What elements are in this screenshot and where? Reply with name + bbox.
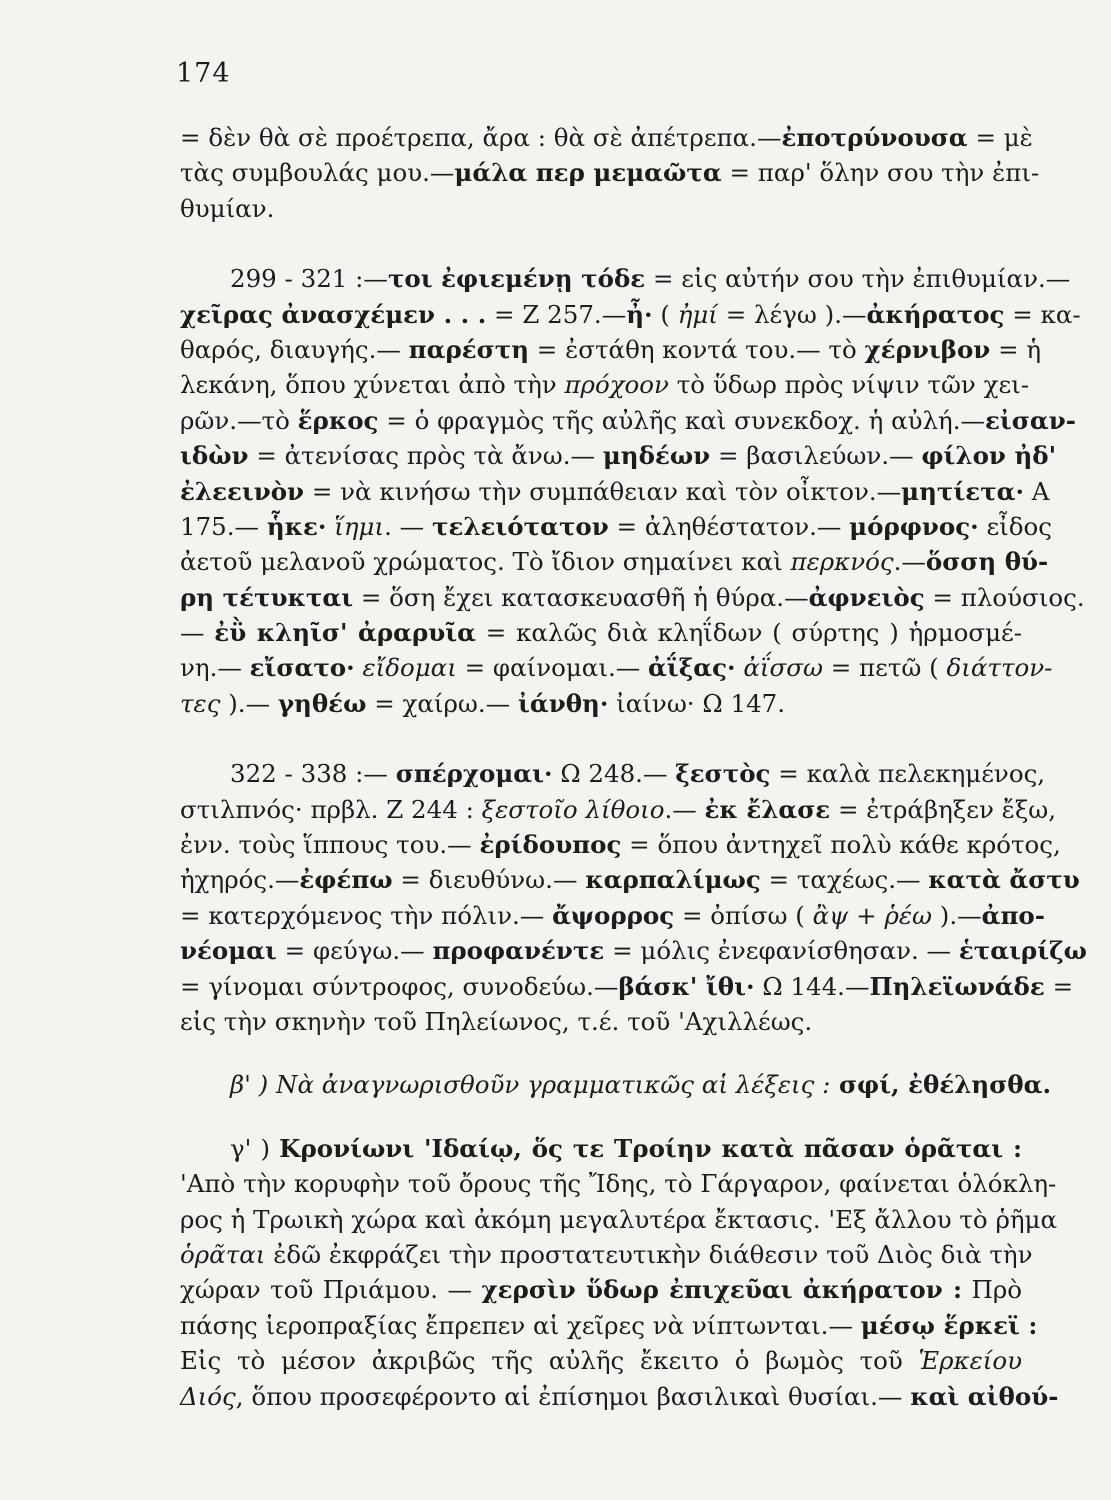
gloss-text: Εἰς τὸ μέσον ἀκριβῶς τῆς αὐλῆς ἔκειτο ὁ βωμὸς τοῦ bbox=[180, 1346, 919, 1376]
text-line bbox=[180, 686, 1022, 721]
gloss-text: = βασιλεύων.— bbox=[710, 441, 922, 471]
paragraph-gamma bbox=[180, 1131, 1059, 1414]
gloss-text: θυμίαν. bbox=[180, 193, 275, 223]
text-line bbox=[180, 1343, 1022, 1378]
gloss-text: 'Απὸ τὴν κορυφὴν τοῦ ὄρους τῆς Ἴδης, τὸ Γάργαρον, φαίνεται ὁλόκλη- bbox=[180, 1169, 1057, 1199]
text-line bbox=[180, 1067, 1052, 1102]
gloss-text: = δὲν θὰ σὲ προέτρεπα, ἄρα : θὰ σὲ ἀπέτρεπα.— bbox=[180, 123, 782, 152]
lemma-term: ἀφνειὸς bbox=[808, 582, 925, 612]
lemma-term: χερσὶν ὕδωρ ἐπιχεῦαι ἀκήρατον : bbox=[481, 1275, 963, 1305]
italic-term: Διός bbox=[180, 1381, 236, 1411]
gloss-text: = καλῶς διὰ κληΐδων ( σύρτης ) ἡρμοσμέ- bbox=[476, 618, 1022, 648]
gloss-text: λεκάνη, ὅπου χύνεται ἀπὸ τὴν bbox=[180, 370, 565, 400]
lemma-term: παρέστη bbox=[408, 334, 530, 364]
lemma-term: ἀΐξας· bbox=[648, 653, 736, 683]
text-line bbox=[180, 898, 1045, 933]
gloss-text: ἰαίνω· Ω 147. bbox=[608, 688, 786, 718]
gloss-text: = Ζ 257.— bbox=[486, 299, 627, 329]
gloss-text: = ὅπου ἀντηχεῖ πολὺ κάθε κρότος, bbox=[621, 830, 1061, 860]
gloss-text: . — bbox=[384, 511, 432, 541]
lemma-term: μηδέων bbox=[602, 441, 711, 471]
lemma-term: σφί, ἐθέλησθα. bbox=[830, 1070, 1052, 1100]
text-line bbox=[180, 544, 1049, 579]
gloss-text: ).— bbox=[220, 688, 278, 718]
paragraph-continuation bbox=[180, 120, 1040, 226]
italic-term: ἀΐσσω bbox=[743, 653, 823, 683]
gloss-text: — bbox=[180, 618, 215, 648]
text-line bbox=[180, 1308, 1038, 1343]
text-line bbox=[180, 120, 1033, 155]
gloss-text: = γίνομαι σύντροφος, συνοδεύω.— bbox=[180, 971, 619, 1001]
gloss-text: νη.— bbox=[180, 653, 250, 683]
text-line bbox=[180, 615, 1022, 650]
italic-term: ὁρᾶται bbox=[180, 1239, 266, 1269]
gloss-text: = μὲ bbox=[967, 123, 1033, 152]
gloss-text: θαρός, διαυγής.— bbox=[180, 334, 409, 364]
lemma-term: ἐποτρύνουσα bbox=[781, 123, 968, 152]
lemma-term: εἰσαν- bbox=[985, 405, 1076, 435]
lemma-term: φίλον ἠδ' bbox=[921, 441, 1057, 471]
gloss-text: Ω 248.— bbox=[552, 759, 676, 789]
italic-term: περκνός bbox=[790, 547, 894, 577]
gloss-text: = καλὰ πελεκημένος, bbox=[770, 759, 1046, 789]
gloss-text: ).— bbox=[931, 900, 982, 930]
text-line bbox=[180, 509, 1053, 544]
gloss-text: = κατερχόμενος τὴν πόλιν.— bbox=[180, 900, 553, 930]
text-line bbox=[180, 1379, 1059, 1414]
lemma-term: γηθέω bbox=[277, 688, 367, 718]
text-line bbox=[180, 155, 1040, 190]
text-line bbox=[180, 1272, 1022, 1307]
text-line bbox=[180, 756, 1046, 791]
text-line bbox=[180, 933, 1087, 968]
gloss-text: = ὀπίσω ( bbox=[674, 900, 813, 930]
italic-term: β' ) Νὰ ἀναγνωρισθοῦν γραμματικῶς αἱ λέξεις : bbox=[230, 1070, 831, 1100]
gloss-text: Α bbox=[1024, 476, 1050, 506]
lemma-term: ἄψορρος bbox=[552, 900, 675, 930]
gloss-text: = εἰς αὐτήν σου τὴν ἐπιθυμίαν.— bbox=[645, 264, 1071, 294]
gloss-text: πάσης ἱεροπραξίας ἔπρεπεν αἱ χεῖρες νὰ νίπτωνται.— bbox=[180, 1310, 861, 1340]
gloss-text: 322 - 338 :— bbox=[230, 759, 396, 789]
gloss-text: ρος ἡ Τρωικὴ χώρα καὶ ἀκόμη μεγαλυτέρα ἔκτασις. 'Εξ ἄλλου τὸ ῥῆμα bbox=[180, 1204, 1058, 1234]
text-line bbox=[180, 332, 1042, 367]
gloss-text: εἶδος bbox=[978, 511, 1053, 541]
lemma-term: μέσῳ ἕρκεϊ : bbox=[860, 1310, 1038, 1340]
gloss-text: Πρὸ bbox=[962, 1275, 1023, 1305]
paragraph-lines-299-321 bbox=[180, 261, 1085, 721]
lemma-term: κατὰ ἄστυ bbox=[928, 865, 1080, 895]
gloss-text: τὸ ὕδωρ πρὸς νίψιν τῶν χει- bbox=[668, 370, 1030, 400]
gloss-text: , ὅπου προσεφέροντο αἱ ἐπίσημοι βασιλικαὶ θυσίαι.— bbox=[235, 1381, 911, 1411]
lemma-term: ἕρκος bbox=[297, 405, 379, 435]
gloss-text: = κα- bbox=[1004, 299, 1081, 329]
gloss-text: ( bbox=[652, 299, 678, 329]
lemma-term: ἧκε· bbox=[266, 511, 327, 541]
lemma-term: χεῖρας ἀνασχέμεν . . . bbox=[180, 299, 487, 329]
lemma-term: προφανέντε bbox=[432, 936, 605, 966]
italic-term: ξεστοῖο λίθοιο bbox=[481, 794, 665, 824]
italic-term: εἴδομαι bbox=[362, 653, 457, 683]
text-line bbox=[180, 1004, 1022, 1039]
italic-term: ἠμί bbox=[677, 299, 718, 329]
gloss-text: = μόλις ἐνεφανίσθησαν. — bbox=[604, 936, 959, 966]
lemma-term: ἀπο- bbox=[981, 900, 1045, 930]
lemma-term: καὶ αἰθού- bbox=[910, 1381, 1059, 1411]
text-line bbox=[180, 969, 1074, 1004]
text-line bbox=[180, 474, 1050, 509]
gloss-text: = ἀτενίσας πρὸς τὰ ἄνω.— bbox=[248, 441, 603, 471]
gloss-text: 175.— bbox=[180, 511, 267, 541]
gloss-text: .— bbox=[893, 547, 926, 577]
gloss-text: τὰς συμβουλάς μου.— bbox=[180, 158, 455, 188]
lemma-term: μάλα περ μεμαῶτα bbox=[454, 158, 722, 188]
lemma-term: σπέρχομαι· bbox=[395, 759, 553, 789]
lemma-term: Κρονίωνι 'Ιδαίῳ, ὅς τε Τροίην κατὰ πᾶσαν ὁρᾶται : bbox=[279, 1133, 1022, 1163]
gloss-text: στιλπνός· πρβλ. Ζ 244 : bbox=[180, 794, 482, 824]
gloss-text: = νὰ κινήσω τὴν συμπάθειαν καὶ τὸν οἶκτον.— bbox=[304, 476, 902, 506]
gloss-text: = ὅση ἔχει κατασκευασθῆ ἡ θύρα.— bbox=[353, 582, 809, 612]
italic-term: τες bbox=[180, 688, 221, 718]
gloss-text: ρῶν.—τὸ bbox=[180, 405, 298, 435]
gloss-text: Ω 144.— bbox=[754, 971, 870, 1001]
lemma-term: ἐρίδουπος bbox=[479, 830, 622, 860]
gloss-text: ἠχηρός.— bbox=[180, 865, 300, 895]
text-line bbox=[180, 862, 1080, 897]
gloss-text: = ἐστάθη κοντά του.— τὸ bbox=[529, 334, 865, 364]
gloss-text: εἰς τὴν σκηνὴν τοῦ Πηλείωνος, τ.έ. τοῦ 'Αχιλλέως. bbox=[180, 1006, 813, 1036]
gloss-text: = ἐτράβηξεν ἔξω, bbox=[830, 794, 1057, 824]
gloss-text: = πλούσιος. bbox=[924, 582, 1085, 612]
text-line bbox=[180, 1131, 1022, 1166]
paragraph-beta bbox=[180, 1067, 1052, 1102]
lemma-term: ἦ· bbox=[626, 299, 653, 329]
gloss-text: 299 - 321 :— bbox=[230, 264, 388, 294]
lemma-term: ὅσση θύ- bbox=[925, 547, 1049, 577]
lemma-term: μόρφνος· bbox=[849, 511, 979, 541]
lemma-term: ρη τέτυκται bbox=[180, 582, 354, 612]
text-line bbox=[180, 367, 1030, 402]
text-line bbox=[180, 261, 1071, 296]
text-line bbox=[180, 438, 1057, 473]
italic-term: διάττον- bbox=[946, 653, 1053, 683]
gloss-text: = φαίνομαι.— bbox=[456, 653, 649, 683]
gloss-text: = πετῶ ( bbox=[822, 653, 947, 683]
lemma-term: Πηλεϊωνάδε bbox=[869, 971, 1045, 1001]
italic-term: πρόχοον bbox=[564, 370, 669, 400]
gloss-text: = παρ' ὅλην σου τὴν ἐπι- bbox=[721, 158, 1040, 188]
lemma-term: εἴσατο· bbox=[249, 653, 355, 683]
lemma-term: ἐλεεινὸν bbox=[180, 476, 305, 506]
text-line bbox=[180, 1237, 1033, 1272]
lemma-term: μητίετα· bbox=[901, 476, 1025, 506]
gloss-text: ἐνν. τοὺς ἵππους του.— bbox=[180, 830, 480, 860]
text-line bbox=[180, 827, 1061, 862]
lemma-term: καρπαλίμως bbox=[585, 865, 761, 895]
text-line bbox=[180, 297, 1081, 332]
text-line bbox=[180, 403, 1076, 438]
text-line bbox=[180, 1202, 1058, 1237]
lemma-term: ἐκ ἔλασε bbox=[704, 794, 831, 824]
gloss-text: = χαίρω.— bbox=[366, 688, 518, 718]
text-line bbox=[180, 792, 1057, 827]
text-line bbox=[180, 191, 1022, 226]
lemma-term: ἐφέπω bbox=[299, 865, 393, 895]
lemma-term: ἀκήρατος bbox=[866, 299, 1005, 329]
gloss-text: = ἀληθέστατον.— bbox=[608, 511, 850, 541]
lemma-term: ιδὼν bbox=[180, 441, 249, 471]
gloss-text: = λέγω ).— bbox=[717, 299, 867, 329]
gloss-text: = ὁ φραγμὸς τῆς αὐλῆς καὶ συνεκδοχ. ἡ αὐλή.— bbox=[378, 405, 986, 435]
italic-term: ἂψ + ῥέω bbox=[812, 900, 932, 930]
lemma-term: νέομαι bbox=[180, 936, 277, 966]
lemma-term: χέρνιβον bbox=[864, 334, 991, 364]
gloss-text: = ἡ bbox=[990, 334, 1042, 364]
lemma-term: ἑταιρίζω bbox=[958, 936, 1087, 966]
paragraph-lines-322-338 bbox=[180, 756, 1087, 1039]
gloss-text: = φεύγω.— bbox=[276, 936, 433, 966]
italic-term: Ἑρκείου bbox=[918, 1346, 1022, 1376]
commentary-text bbox=[180, 120, 1087, 1414]
gloss-text: ἐδῶ ἐκφράζει τὴν προστατευτικὴν διάθεσιν τοῦ Διὸς διὰ τὴν bbox=[265, 1239, 1033, 1269]
gloss-text: = bbox=[1044, 971, 1074, 1001]
gloss-text: ἀετοῦ μελανοῦ χρώματος. Τὸ ἴδιον σημαίνει καὶ bbox=[180, 547, 791, 577]
gloss-text: .— bbox=[664, 794, 705, 824]
text-line bbox=[180, 1166, 1057, 1201]
lemma-term: ξεστὸς bbox=[675, 759, 771, 789]
lemma-term: ἐῢ κληῖσ' ἀραρυῖα bbox=[214, 618, 477, 648]
gloss-text: χώραν τοῦ Πριάμου. — bbox=[180, 1275, 482, 1305]
lemma-term: τοι ἐφιεμένῃ τόδε bbox=[387, 264, 646, 294]
lemma-term: βάσκ' ἴθι· bbox=[618, 971, 755, 1001]
lemma-term: τελειότατον bbox=[431, 511, 609, 541]
text-line bbox=[180, 650, 1053, 685]
gloss-text: = ταχέως.— bbox=[760, 865, 929, 895]
page-number: 174 bbox=[176, 58, 231, 89]
text-line bbox=[180, 580, 1085, 615]
gloss-text: γ' ) bbox=[230, 1133, 280, 1163]
italic-term: ἵημι bbox=[334, 511, 385, 541]
gloss-text: = διευθύνω.— bbox=[392, 865, 586, 895]
lemma-term: ἰάνθη· bbox=[517, 688, 609, 718]
